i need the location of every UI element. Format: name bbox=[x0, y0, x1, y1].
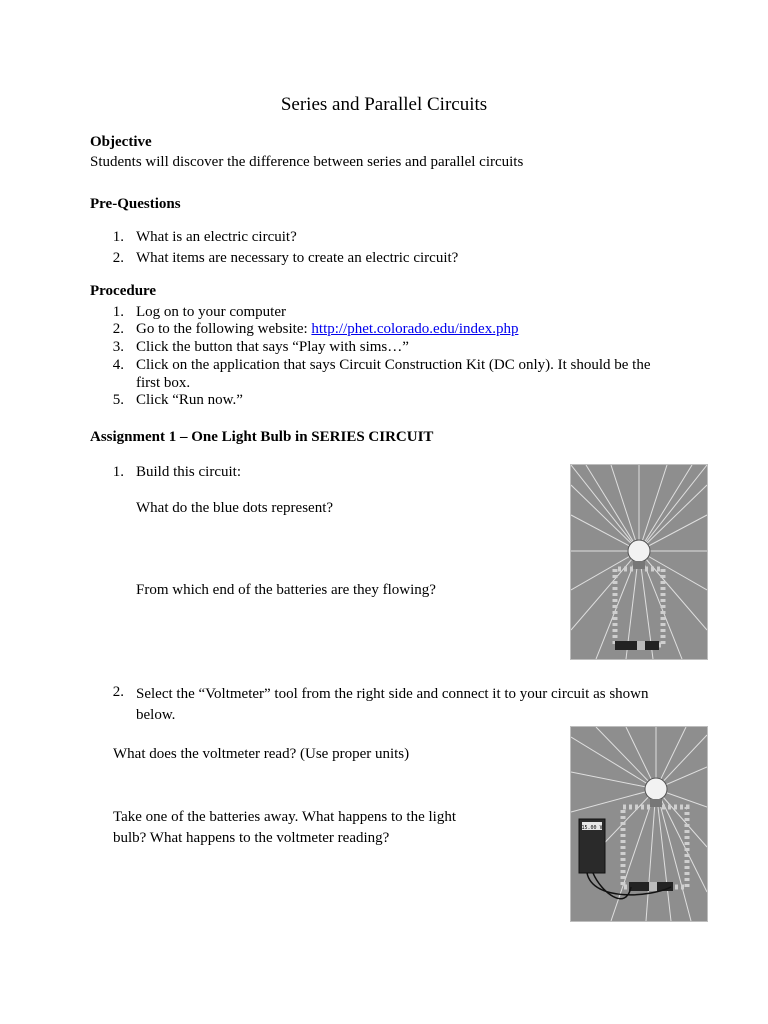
list-number: 1. bbox=[112, 304, 124, 320]
list-item: What is an electric circuit? bbox=[136, 229, 297, 245]
step-1-question-flow: From which end of the batteries are they flowing? bbox=[136, 582, 436, 598]
list-number: 2. bbox=[112, 250, 124, 266]
list-number: 1. bbox=[112, 464, 124, 480]
step-2-text: Select the “Voltmeter” tool from the right side and connect it to your circuit as shown below. bbox=[136, 686, 649, 723]
step-2-question-voltmeter: What does the voltmeter read? (Use proper units) bbox=[113, 746, 410, 762]
voltmeter-circuit-image bbox=[570, 726, 708, 922]
list-number: 5. bbox=[112, 392, 124, 408]
list-item: Log on to your computer bbox=[136, 304, 286, 320]
list-item: Click “Run now.” bbox=[136, 392, 243, 408]
step-2-question-battery: Take one of the batteries away. What happens to the light bulb? What happens to the voltmeter reading? bbox=[113, 809, 457, 846]
procedure-heading: Procedure bbox=[90, 283, 157, 299]
pre-questions-heading: Pre-Questions bbox=[90, 196, 181, 212]
voltmeter-display: 15.00 V bbox=[581, 825, 603, 831]
list-number: 3. bbox=[112, 339, 124, 355]
list-number: 2. bbox=[112, 684, 124, 700]
list-item-text: Go to the following website: bbox=[136, 321, 312, 337]
list-number: 4. bbox=[112, 357, 124, 373]
list-item: Click on the application that says Circuit Construction Kit (DC only). It should be the first box. bbox=[136, 357, 651, 391]
step-1-question-blue-dots: What do the blue dots represent? bbox=[136, 500, 334, 516]
list-number: 2. bbox=[112, 321, 124, 337]
page-title: Series and Parallel Circuits bbox=[280, 94, 488, 115]
phet-website-link[interactable]: http://phet.colorado.edu/index.php bbox=[311, 321, 519, 337]
assignment-1-heading: Assignment 1 – One Light Bulb in SERIES CIRCUIT bbox=[90, 429, 434, 445]
series-circuit-image bbox=[570, 464, 708, 660]
step-1-text: Build this circuit: bbox=[136, 464, 241, 480]
objective-text: Students will discover the difference between series and parallel circuits bbox=[90, 154, 524, 170]
list-item bbox=[136, 321, 676, 339]
list-item: Click the button that says “Play with sims…” bbox=[136, 339, 409, 355]
objective-heading: Objective bbox=[90, 134, 152, 150]
list-number: 1. bbox=[112, 229, 124, 245]
list-item: What items are necessary to create an electric circuit? bbox=[136, 250, 459, 266]
